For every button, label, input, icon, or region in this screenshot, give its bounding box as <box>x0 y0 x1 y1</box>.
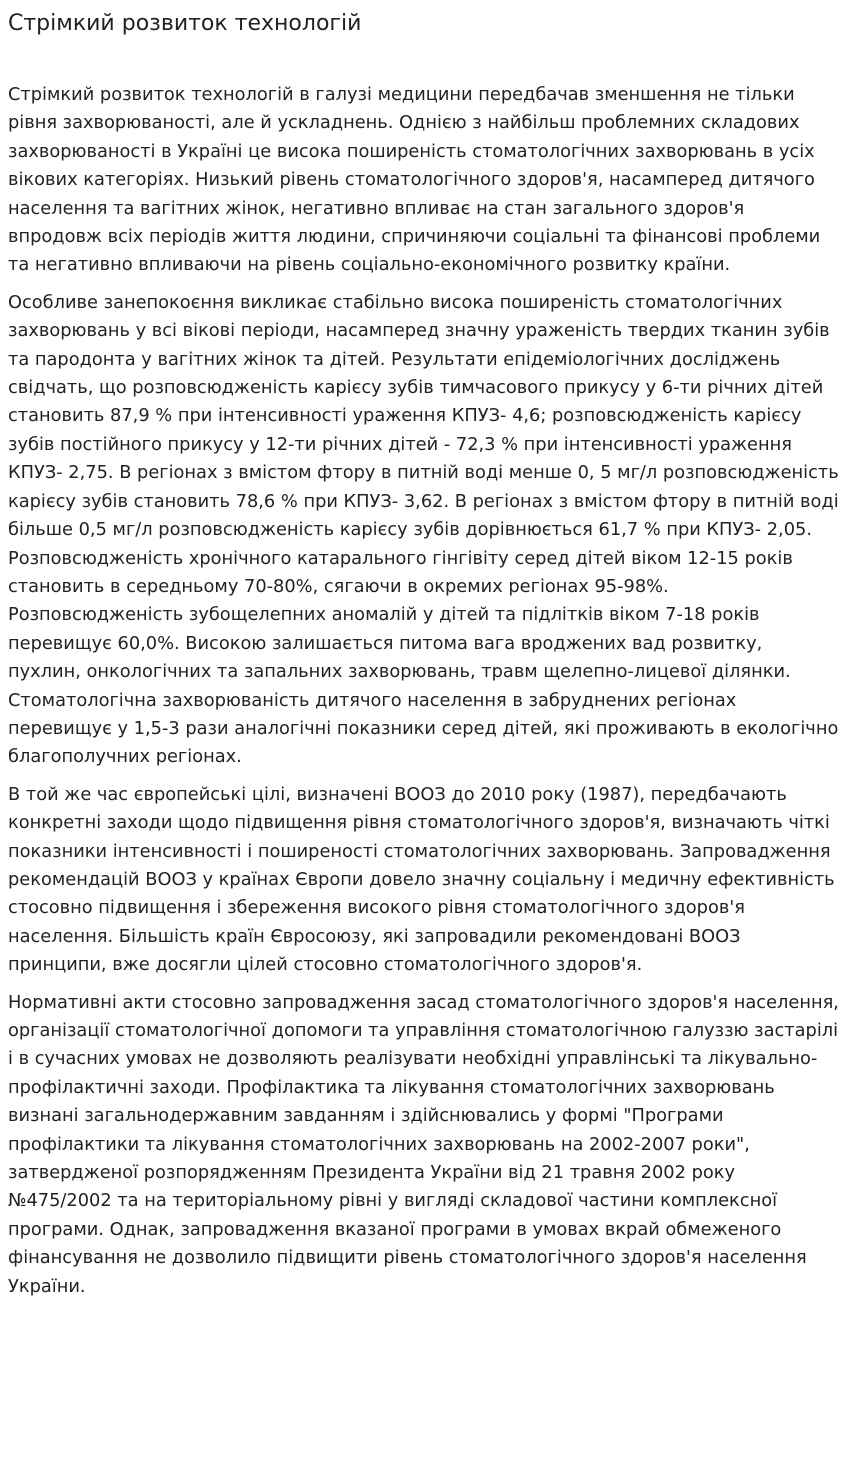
article-paragraph-4: Нормативні акти стосовно запровадження засад стоматологічного здоров'я населення, організації стоматологічної допомоги та управління стоматологічною галуззю застарілі і в сучасних умовах не дозволяють реалізувати необхідні управлінські та лікувально-профілактичні заходи. Профілактика та лікування стоматологічних захворювань визнані загальнодержавним завданням і здійснювались у формі "Програми профілактики та лікування стоматологічних захворювань на 2002-2007 роки", затвердженої розпорядженням Президента України від 21 травня 2002 року №475/2002 та на територіальному рівні у вигляді складової частини комплексної програми. Однак, запровадження вказаної програми в умовах вкрай обмеженого фінансування не дозволило підвищити рівень стоматологічного здоров'я населення України. <box>8 991 839 1297</box>
article-title: Стрімкий розвиток технологій <box>8 11 362 36</box>
article-paragraph-3: В той же час європейські цілі, визначені ВООЗ до 2010 року (1987), передбачають конкретні заходи щодо підвищення рівня стоматологічного здоров'я, визначають чіткі показники інтенсивності і поширеності стоматологічних захворювань. Запровадження рекомендацій ВООЗ у країнах Європи довело значну соціальну і медичну ефективність стосовно підвищення і збереження високого рівня стоматологічного здоров'я населення. Більшість країн Євросоюзу, які запровадили рекомендовані ВООЗ принципи, вже досягли цілей стосовно стоматологічного здоров'я. <box>8 783 835 976</box>
article-paragraph-2: Особливе занепокоєння викликає стабільно висока поширеність стоматологічних захворювань у всі вікові періоди, насамперед значну ураженість твердих тканин зубів та пародонта у вагітних жінок та дітей. Результати епідеміологічних досліджень свідчать, що розповсюдженість карієсу зубів тимчасового прикусу у 6-ти річних дітей становить 87,9 % при інтенсивності ураження КПУЗ- 4,6; розповсюдженість карієсу зубів постійного прикусу у 12-ти річних дітей - 72,3 % при інтенсивності ураження КПУЗ- 2,75. В регіонах з вмістом фтору в питній воді менше 0, 5 мг/л розповсюдженість карієсу зубів становить 78,6 % при КПУЗ- 3,62. В регіонах з вмістом фтору в питній воді більше 0,5 мг/л розповсюдженість карієсу зубів дорівнюється 61,7 % при КПУЗ- 2,05. Розповсюдженість хронічного катарального гінгівіту серед дітей віком 12-15 років становить в середньому 70-80%, сягаючи в окремих регіонах 95-98%. Розповсюдженість зубощелепних аномалій у дітей та підлітків віком 7-18 років перевищує 60,0%. Високою залишається питома вага вроджених вад розвитку, пухлин, онкологічних та запальних захворювань, травм щелепно-лицевої ділянки. Стоматологічна захворюваність дитячого населення в забруднених регіонах перевищує у 1,5-3 рази аналогічні показники серед дітей, які проживають в екологічно благополучних регіонах. <box>8 291 839 768</box>
article-body <box>8 81 839 1301</box>
article-paragraph-1: Стрімкий розвиток технологій в галузі медицини передбачав зменшення не тільки рівня захворюваності, але й ускладнень. Однією з найбільш проблемних складових захворюваності в Україні це висока поширеність стоматологічних захворювань в усіх вікових категоріях. Низький рівень стоматологічного здоров'я, насамперед дитячого населення та вагітних жінок, негативно впливає на стан загального здоров'я впродовж всіх періодів життя людини, спричиняючи соціальні та фінансові проблеми та негативно впливаючи на рівень соціально-економічного розвитку країни. <box>8 84 821 276</box>
